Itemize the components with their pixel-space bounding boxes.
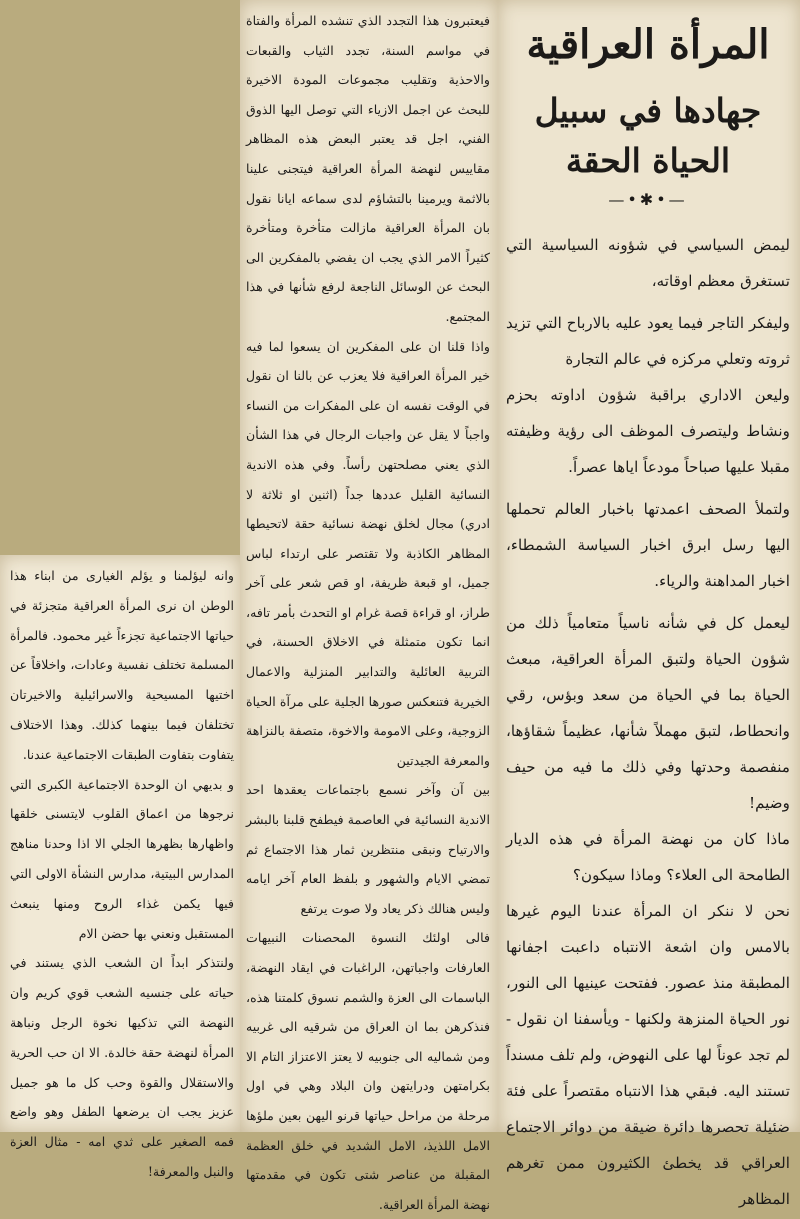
left-column-text (10, 561, 234, 1187)
paragraph: و بديهي ان الوحدة الاجتماعية الكبرى التي نرجوها من اعماق القلوب لايتسنى خلقها واظهارها بظهرها الجلي الا اذا وحدنا مناهج المدارس البيتية، مدارس النشأة الاولى التي فيها يكمن غذاء الروح ومنها ينبعث المستقبل ونعني بها حضن الام (10, 776, 234, 941)
paragraph: ولتملأ الصحف اعمدتها باخبار العالم تحملها اليها رسل ابرق اخبار السياسة الشمطاء، اخبار المداهنة والرياء. (506, 500, 790, 590)
paragraph: واذا قلنا ان على المفكرين ان يسعوا لما فيه خير المرأة العراقية فلا يعزب عن بالنا ان نقول في الوقت نفسه ان على المفكرات من النساء واجباً لا يقل عن واجبات الرجال في هذا الشأن الذي يعني مصلحتهن رأساً. وفي هذه الاندية النسائية القليل عددها جداً (اثنين او ثلاثة لا ادري) مجال لخلق نهضة نسائية حقة لاتحيطها المظاهر الكاذبة ولا تقتصر على ارتداء لباس جميل، او قبعة ظريفة، او قص شعر على آخر طراز، او قراءة قصة غرام او التحدث بأمر تافه، انما تكون متمثلة في الاخلاق الحسنة، في التربية العائلية والتدابير المنزلية والاعمال الخيرية فتنعكس صورها الجلية على مرآة الحياة الزوجية، وعلى الامومة والاخوة، متصفة بالنزاهة والمعرفة الجيدتين (246, 338, 490, 768)
article-column-middle (240, 0, 498, 1212)
paragraph: بين آن وآخر نسمع باجتماعات يعقدها احد الاندية النسائية في العاصمة فيطفح قلبنا بالبشر والارتياح ونبقى منتظرين ثمار هذا الاجتماع ثم تمضي الايام والشهور و بلفظ العام آخر ايامه وليس هنالك ذكر يعاد ولا صوت يرتفع (246, 782, 490, 916)
article-column-left (0, 555, 240, 1179)
article-subtitle: جهادها في سبيل الحياة الحقة (534, 91, 762, 180)
paragraph: وليفكر التاجر فيما يعود عليه بالارباح التي تزيد ثروته وتعلي مركزه في عالم التجارة (506, 314, 790, 368)
ornament-divider: —•✱•— (608, 190, 688, 209)
paragraph: فالى اولئك النسوة المحصنات النبيهات العارفات واجباتهن، الراغبات في ايقاد النهضة، الباسمات الى العزة والشمم نسوق كلمتنا هذه، فنذكرهن بما ان العراق من شرقيه الى غربيه ومن شماليه الى جنوبيه لا يعتز الاعتزاز التام الا بكرامتهن ودرايتهن وان البلاد وهي في اول مرحلة من مراحل حياتها قرنو اليهن بعين ملؤها الامل اللذيذ، الامل الشديد في خلق العظمة المقبلة من عناصر شتى تكون في مقدمتها نهضة المرأة العراقية. (246, 930, 490, 1212)
paragraph: وانه ليؤلمنا و يؤلم الغيارى من ابناء هذا الوطن ان نرى المرأة العراقية متجزئة في حياتها الاجتماعية تجزءاً غير محمود. فالمرأة المسلمة تختلف نفسية وعادات، واخلاقاً عن اختيها المسيحية والاسرائيلية والاخيرتان تختلفان فيما بينهما كذلك. وهذا الاختلاف يتفاوت بتفاوت الطبقات الاجتماعية عندنا. (10, 568, 234, 762)
paragraph: فيعتبرون هذا التجدد الذي تنشده المرأة والفتاة في مواسم السنة، تجدد الثياب والقبعات والاحذية وتقليب مجموعات المودة الاخيرة للبحث عن اجمل الازياء التي توصل اليها الذوق الفني، اجل قد يعتبر البعض هذه المظاهر مقاييس لنهضة المرأة العراقية فيتجنى علينا بالاثمة ويرمينا بالتشاؤم لدى سماعه ايانا نقول بان المرأة العراقية مازالت متأخرة ومتأخرة كثيراً الامر الذي يجب ان يفضي بالمفكرين الى البحث عن الوسائل الناجعة لرفع شأنها في هذا المجتمع. (246, 13, 490, 324)
article-title: المرأة العراقية (526, 21, 770, 68)
right-column-text (506, 227, 790, 1217)
paragraph: ماذا كان من نهضة المرأة في هذه الديار الطامحة الى العلاء؟ وماذا سيكون؟ (506, 830, 790, 884)
paragraph: ولنتذكر ابداً ان الشعب الذي يستند في حياته على جنسيه الشعب قوي كريم وان النهضة التي تذكيها نخوة الرجل ونباهة المرأة لنهضة حقة خالدة. الا ان حب الحرية والاستقلال والقوة وحب كل ما هو جميل عزيز يجب ان يرضعها الطفل وهو واضع فمه الصغير على ثدي امه - مثال العزة والنبل والمعرفة! (10, 955, 234, 1179)
middle-column-text (246, 6, 490, 1219)
paragraph: ليمض السياسي في شؤونه السياسية التي تستغرق معظم اوقاته، (506, 236, 790, 290)
article-column-right (498, 0, 800, 1208)
paragraph: وليعن الاداري براقبة شؤون اداوته بحزم ونشاط وليتصرف الموظف الى رؤية وظيفته مقبلا عليها صباحاً مودعاً اياها عصراً. (506, 386, 790, 476)
paragraph: نحن لا ننكر ان المرأة عندنا اليوم غيرها بالامس وان اشعة الانتباه داعبت اجفانها المطبقة منذ عصور. ففتحت عينيها الى النور، نور الحياة المنزهة ولكنها - ويأسفنا ان نقول - لم تجد عوناً لها على النهوض، ولم تلف مسنداً تستند اليه. فبقي هذا الانتباه مقتصراً على فئة ضئيلة تحصرها دائرة ضيقة من دوائر الاجتماع العراقي قد يخطئ الكثيرون ممن تغرهم المظاهر (506, 902, 790, 1208)
paragraph: ليعمل كل في شأنه ناسياً متعامياً ذلك من شؤون الحياة ولتبق المرأة العراقية، مبعث الحياة بما في الحياة من سعد وبؤس، رقي وانحطاط، لتبق مهملاً شأنها، عظيماً شقاؤها، منفصمة وحدتها وفي ذلك ما فيه من حيف وضيم! (506, 614, 790, 812)
